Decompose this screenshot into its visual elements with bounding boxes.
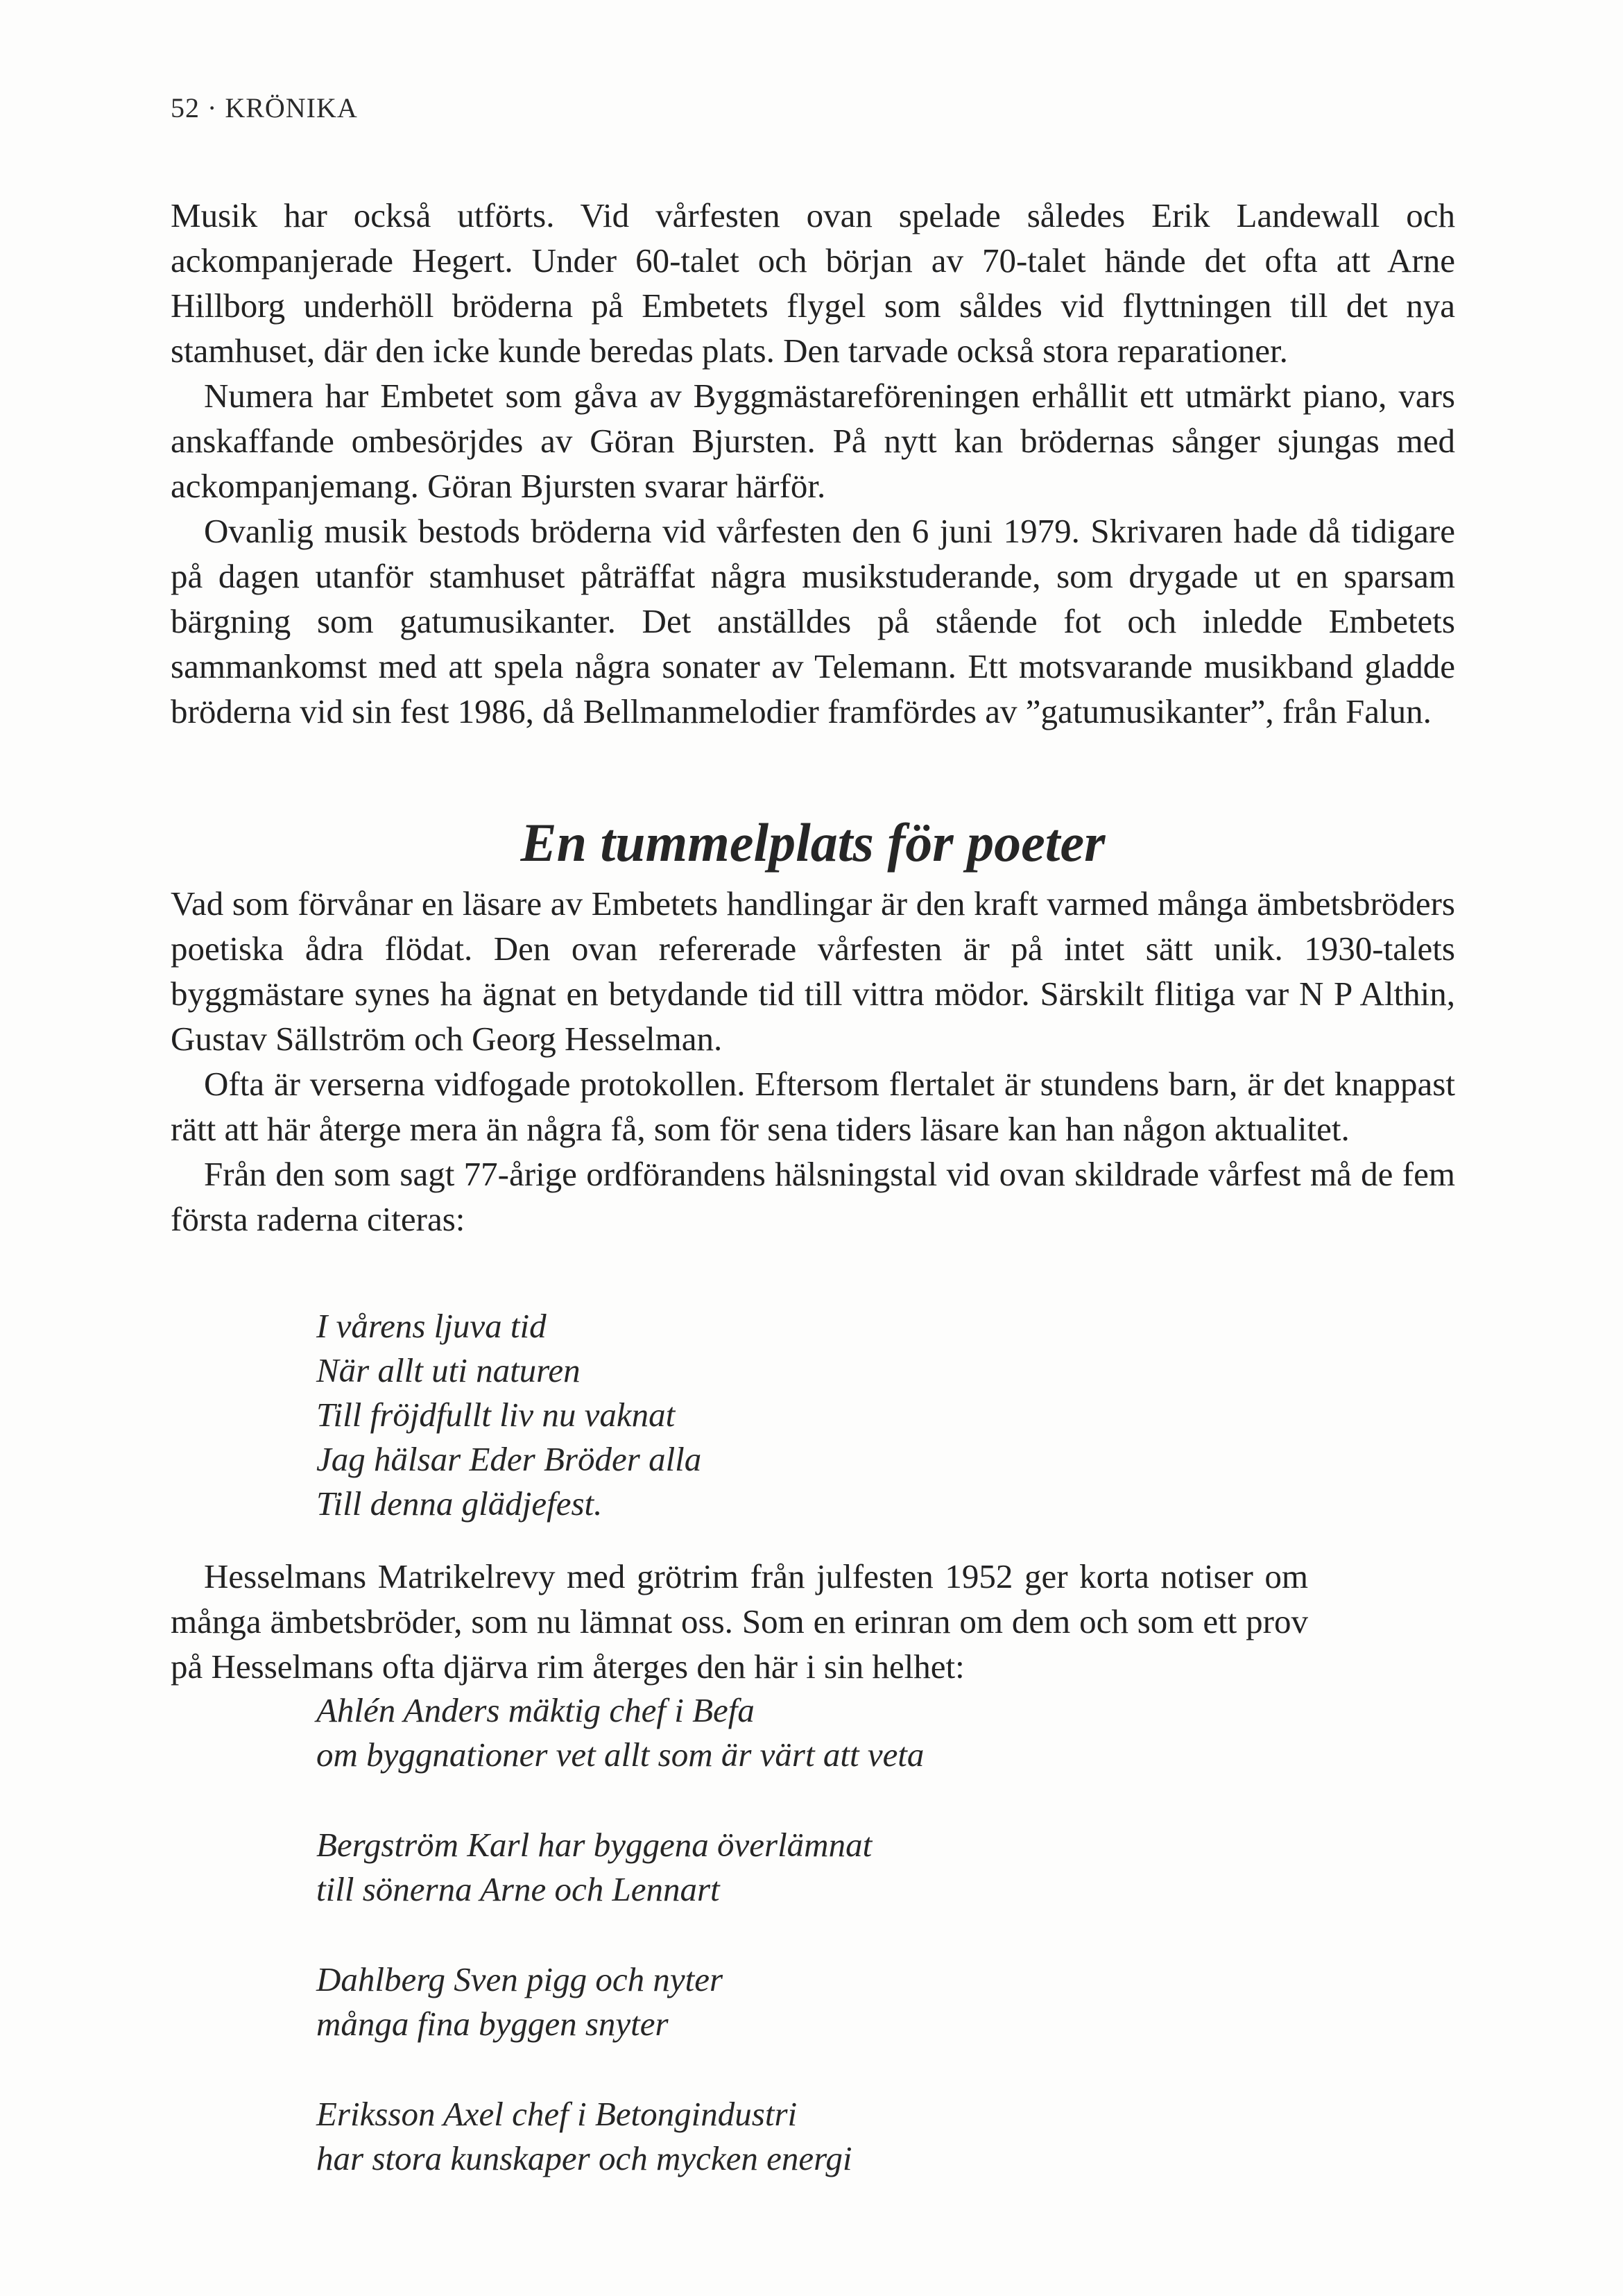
paragraph: Från den som sagt 77-årige ordförandens hälsningstal vid ovan skildrade vårfest må de fem första raderna citeras:: [171, 1155, 1455, 1238]
poem-line: många fina byggen snyter: [316, 2005, 669, 2043]
matrikelrevy-poem: [316, 1688, 924, 2227]
poem-line: om byggnationer vet allt som är värt att veta: [316, 1736, 925, 1774]
poem-line: har stora kunskaper och mycken energi: [316, 2139, 852, 2177]
paragraph: Hesselmans Matrikelrevy med grötrim från julfesten 1952 ger korta notiser om många ämbetsbröder, som nu lämnat oss. Som en erinran om dem och som ett prov på Hesselmans ofta djärva rim återges den här i sin helhet:: [171, 1557, 1308, 1686]
poem-line: Till denna glädjefest.: [316, 1484, 603, 1523]
matrikelrevy-intro: [171, 1554, 1308, 1689]
paragraph: Ovanlig musik bestods bröderna vid vårfesten den 6 juni 1979. Skrivaren hade då tidigare på dagen utanför stamhuset påträffat några musikstuderande, som drygade ut en sparsam bärgning som gatumusikanter. Det anställdes på stående fot och inledde Embetets sammankomst med att spela några sonater av Telemann. Ett motsvarande musikband gladde bröderna vid sin fest 1986, då Bellmanmelodier framfördes av ”gatumusikanter”, från Falun.: [171, 512, 1455, 730]
poem-line: När allt uti naturen: [316, 1351, 581, 1389]
section-heading: En tummelplats för poeter: [520, 812, 1106, 873]
running-head: 52 · KRÖNIKA: [171, 92, 358, 123]
music-section: [171, 193, 1455, 734]
paragraph: Vad som förvånar en läsare av Embetets handlingar är den kraft varmed många ämbetsbröders poetiska ådra flödat. Den ovan refererade vårfesten är på intet sätt unik. 1930-talets byggmästare synes ha ägnat en betydande tid till vittra mödor. Särskilt flitiga var N P Althin, Gustav Sällström och Georg Hesselman.: [171, 884, 1455, 1058]
poem-line: Bergström Karl har byggena överlämnat: [316, 1826, 873, 1864]
poem-quote: [316, 1304, 701, 1526]
poem-stanza: [316, 1688, 924, 1777]
poem-line: Jag hälsar Eder Bröder alla: [316, 1440, 702, 1478]
poem-line: Till fröjdfullt liv nu vaknat: [316, 1396, 676, 1434]
poem-stanza: [316, 1823, 924, 1912]
poem-stanza: [316, 1957, 924, 2046]
poem-line: Dahlberg Sven pigg och nyter: [316, 1960, 723, 1998]
poem-line: till sönerna Arne och Lennart: [316, 1870, 720, 1908]
paragraph: Numera har Embetet som gåva av Byggmästareföreningen erhållit ett utmärkt piano, vars anskaffande ombesörjdes av Göran Bjursten. På nytt kan brödernas sånger sjungas med ackompanjemang. Göran Bjursten svarar härför.: [171, 377, 1455, 505]
poem-line: Ahlén Anders mäktig chef i Befa: [316, 1691, 755, 1729]
poem-line: Eriksson Axel chef i Betongindustri: [316, 2095, 798, 2133]
paragraph: Musik har också utförts. Vid vårfesten ovan spelade således Erik Landewall och ackompanjerade Hegert. Under 60-talet och början av 70-talet hände det ofta att Arne Hillborg underhöll bröderna på Embetets flygel som såldes vid flyttningen till det nya stamhuset, där den icke kunde beredas plats. Den tarvade också stora reparationer.: [171, 196, 1455, 370]
poem-line: I vårens ljuva tid: [316, 1307, 547, 1345]
poets-section: [171, 881, 1455, 1242]
poem-stanza: [316, 2092, 924, 2181]
paragraph: Ofta är verserna vidfogade protokollen. Eftersom flertalet är stundens barn, är det knappast rätt att här återge mera än några få, som för sena tiders läsare kan han någon aktualitet.: [171, 1065, 1455, 1148]
